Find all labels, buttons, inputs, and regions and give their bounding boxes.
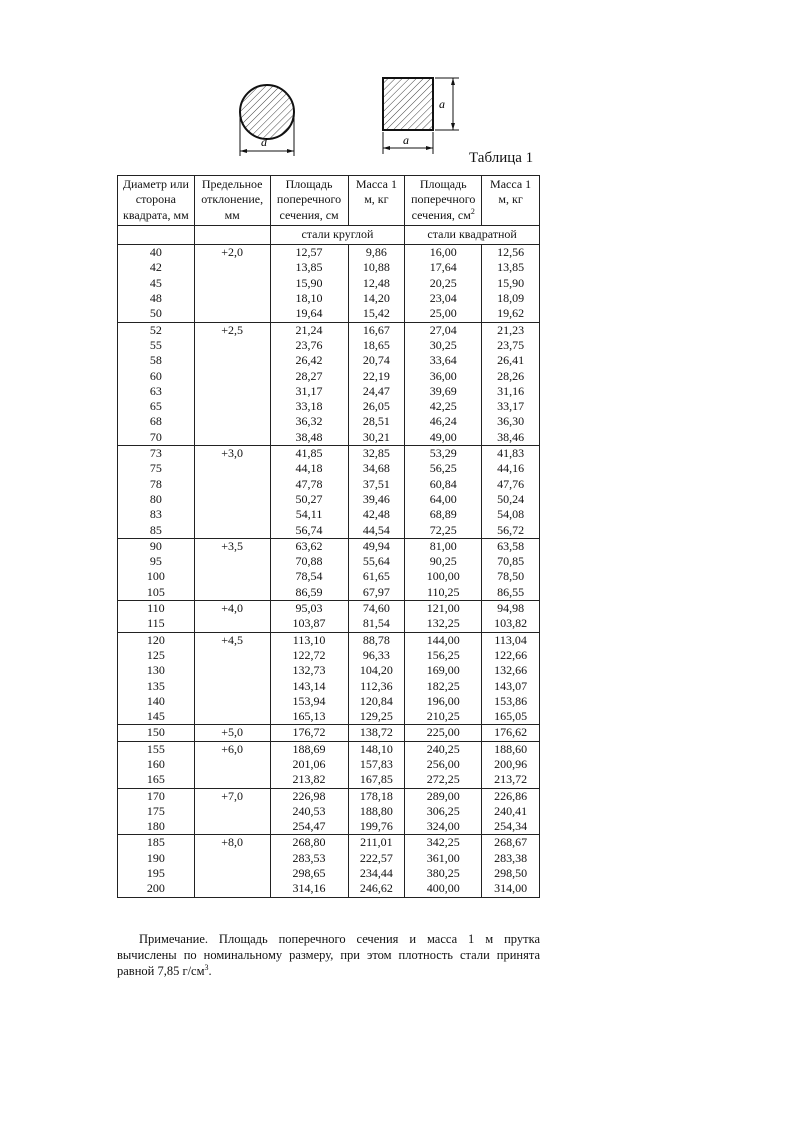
mass-round-cell: 74,60 81,54 xyxy=(348,601,405,633)
diameter-cell: 120 125 130 135 140 145 xyxy=(118,632,195,725)
area-round-cell: 41,85 44,18 47,78 50,27 54,11 56,74 xyxy=(270,446,348,539)
square-horizontal-dimension-label: a xyxy=(403,133,409,147)
table-row xyxy=(118,538,540,600)
tolerance-cell: +6,0 xyxy=(194,741,270,788)
header-diameter: Диаметр или сторона квадрата, мм xyxy=(118,176,195,226)
diameter-cell: 150 xyxy=(118,725,195,741)
mass-round-cell: 138,72 xyxy=(348,725,405,741)
diameter-cell: 73 75 78 80 83 85 xyxy=(118,446,195,539)
square-vertical-dimension-label: a xyxy=(439,97,445,111)
note-end: . xyxy=(208,964,212,978)
area-square-cell: 121,00 132,25 xyxy=(405,601,482,633)
area-round-cell: 188,69 201,06 213,82 xyxy=(270,741,348,788)
mass-round-cell: 178,18 188,80 199,76 xyxy=(348,788,405,835)
header-row xyxy=(118,176,540,226)
area-round-cell: 268,80 283,53 298,65 314,16 xyxy=(270,835,348,897)
table-row xyxy=(118,835,540,897)
subheader-square-steel: стали квадратной xyxy=(405,225,540,244)
area-square-cell: 27,04 30,25 33,64 36,00 39,69 42,25 46,24 49,00 xyxy=(405,322,482,445)
header-area-square-text: Площадь поперечного сечения, см xyxy=(411,177,476,222)
mass-square-cell: 188,60 200,96 213,72 xyxy=(482,741,540,788)
mass-square-cell: 176,62 xyxy=(482,725,540,741)
mass-square-cell: 63,58 70,85 78,50 86,55 xyxy=(482,538,540,600)
section-figures xyxy=(230,72,470,162)
header-area-square xyxy=(405,176,482,226)
tolerance-cell: +5,0 xyxy=(194,725,270,741)
table-note xyxy=(117,931,540,979)
area-round-cell: 21,24 23,76 26,42 28,27 31,17 33,18 36,32 38,48 xyxy=(270,322,348,445)
area-square-cell: 342,25 361,00 380,25 400,00 xyxy=(405,835,482,897)
mass-square-cell: 113,04 122,66 132,66 143,07 153,86 165,05 xyxy=(482,632,540,725)
tolerance-cell: +3,5 xyxy=(194,538,270,600)
mass-round-cell: 16,67 18,65 20,74 22,19 24,47 26,05 28,51 30,21 xyxy=(348,322,405,445)
area-round-cell: 95,03 103,87 xyxy=(270,601,348,633)
diameter-cell: 40 42 45 48 50 xyxy=(118,245,195,322)
subheader-empty-1 xyxy=(118,225,195,244)
mass-round-cell: 148,10 157,83 167,85 xyxy=(348,741,405,788)
mass-round-cell: 9,86 10,88 12,48 14,20 15,42 xyxy=(348,245,405,322)
tolerance-cell: +4,5 xyxy=(194,632,270,725)
table-row xyxy=(118,322,540,445)
area-round-cell: 176,72 xyxy=(270,725,348,741)
area-round-cell: 226,98 240,53 254,47 xyxy=(270,788,348,835)
header-area-square-sup: 2 xyxy=(470,206,475,216)
table-row xyxy=(118,788,540,835)
area-square-cell: 225,00 xyxy=(405,725,482,741)
header-area-round: Площадь поперечного сечения, см xyxy=(270,176,348,226)
area-square-cell: 289,00 306,25 324,00 xyxy=(405,788,482,835)
tolerance-cell: +2,0 xyxy=(194,245,270,322)
diameter-cell: 155 160 165 xyxy=(118,741,195,788)
mass-round-cell: 211,01 222,57 234,44 246,62 xyxy=(348,835,405,897)
header-mass-round: Масса 1 м, кг xyxy=(348,176,405,226)
area-square-cell: 81,00 90,25 100,00 110,25 xyxy=(405,538,482,600)
table-row xyxy=(118,245,540,322)
area-square-cell: 16,00 17,64 20,25 23,04 25,00 xyxy=(405,245,482,322)
mass-square-cell: 12,56 13,85 15,90 18,09 19,62 xyxy=(482,245,540,322)
square-section-figure xyxy=(373,72,463,162)
table-row xyxy=(118,632,540,725)
header-mass-square: Масса 1 м, кг xyxy=(482,176,540,226)
diameter-cell: 185 190 195 200 xyxy=(118,835,195,897)
mass-square-cell: 21,23 23,75 26,41 28,26 31,16 33,17 36,30 38,46 xyxy=(482,322,540,445)
circle-dimension-label: d xyxy=(261,135,267,149)
header-tolerance: Предельное отклонение, мм xyxy=(194,176,270,226)
table-body xyxy=(118,245,540,897)
table-row xyxy=(118,741,540,788)
area-square-cell: 240,25 256,00 272,25 xyxy=(405,741,482,788)
area-round-cell: 63,62 70,88 78,54 86,59 xyxy=(270,538,348,600)
table-row xyxy=(118,601,540,633)
subheader-empty-2 xyxy=(194,225,270,244)
tolerance-cell: +7,0 xyxy=(194,788,270,835)
diameter-cell: 90 95 100 105 xyxy=(118,538,195,600)
note-sup: 3 xyxy=(204,962,209,972)
steel-spec-table xyxy=(117,175,540,898)
mass-square-cell: 41,83 44,16 47,76 50,24 54,08 56,72 xyxy=(482,446,540,539)
tolerance-cell: +2,5 xyxy=(194,322,270,445)
area-round-cell: 113,10 122,72 132,73 143,14 153,94 165,13 xyxy=(270,632,348,725)
mass-square-cell: 226,86 240,41 254,34 xyxy=(482,788,540,835)
mass-square-cell: 268,67 283,38 298,50 314,00 xyxy=(482,835,540,897)
mass-round-cell: 88,78 96,33 104,20 112,36 120,84 129,25 xyxy=(348,632,405,725)
subheader-row xyxy=(118,225,540,244)
area-square-cell: 53,29 56,25 60,84 64,00 68,89 72,25 xyxy=(405,446,482,539)
tolerance-cell: +3,0 xyxy=(194,446,270,539)
area-round-cell: 12,57 13,85 15,90 18,10 19,64 xyxy=(270,245,348,322)
note-text: Примечание. Площадь поперечного сечения и масса 1 м прутка вычислены по номинальному размеру, при этом плотность стали принята равной 7,85 г/см xyxy=(117,932,540,978)
subheader-round-steel: стали круглой xyxy=(270,225,405,244)
diameter-cell: 170 175 180 xyxy=(118,788,195,835)
table-caption: Таблица 1 xyxy=(469,150,534,166)
table-row xyxy=(118,725,540,741)
diameter-cell: 110 115 xyxy=(118,601,195,633)
diameter-cell: 52 55 58 60 63 65 68 70 xyxy=(118,322,195,445)
mass-round-cell: 49,94 55,64 61,65 67,97 xyxy=(348,538,405,600)
table-row xyxy=(118,446,540,539)
tolerance-cell: +8,0 xyxy=(194,835,270,897)
tolerance-cell: +4,0 xyxy=(194,601,270,633)
mass-square-cell: 94,98 103,82 xyxy=(482,601,540,633)
round-section-figure xyxy=(230,72,310,162)
area-square-cell: 144,00 156,25 169,00 182,25 196,00 210,25 xyxy=(405,632,482,725)
mass-round-cell: 32,85 34,68 37,51 39,46 42,48 44,54 xyxy=(348,446,405,539)
